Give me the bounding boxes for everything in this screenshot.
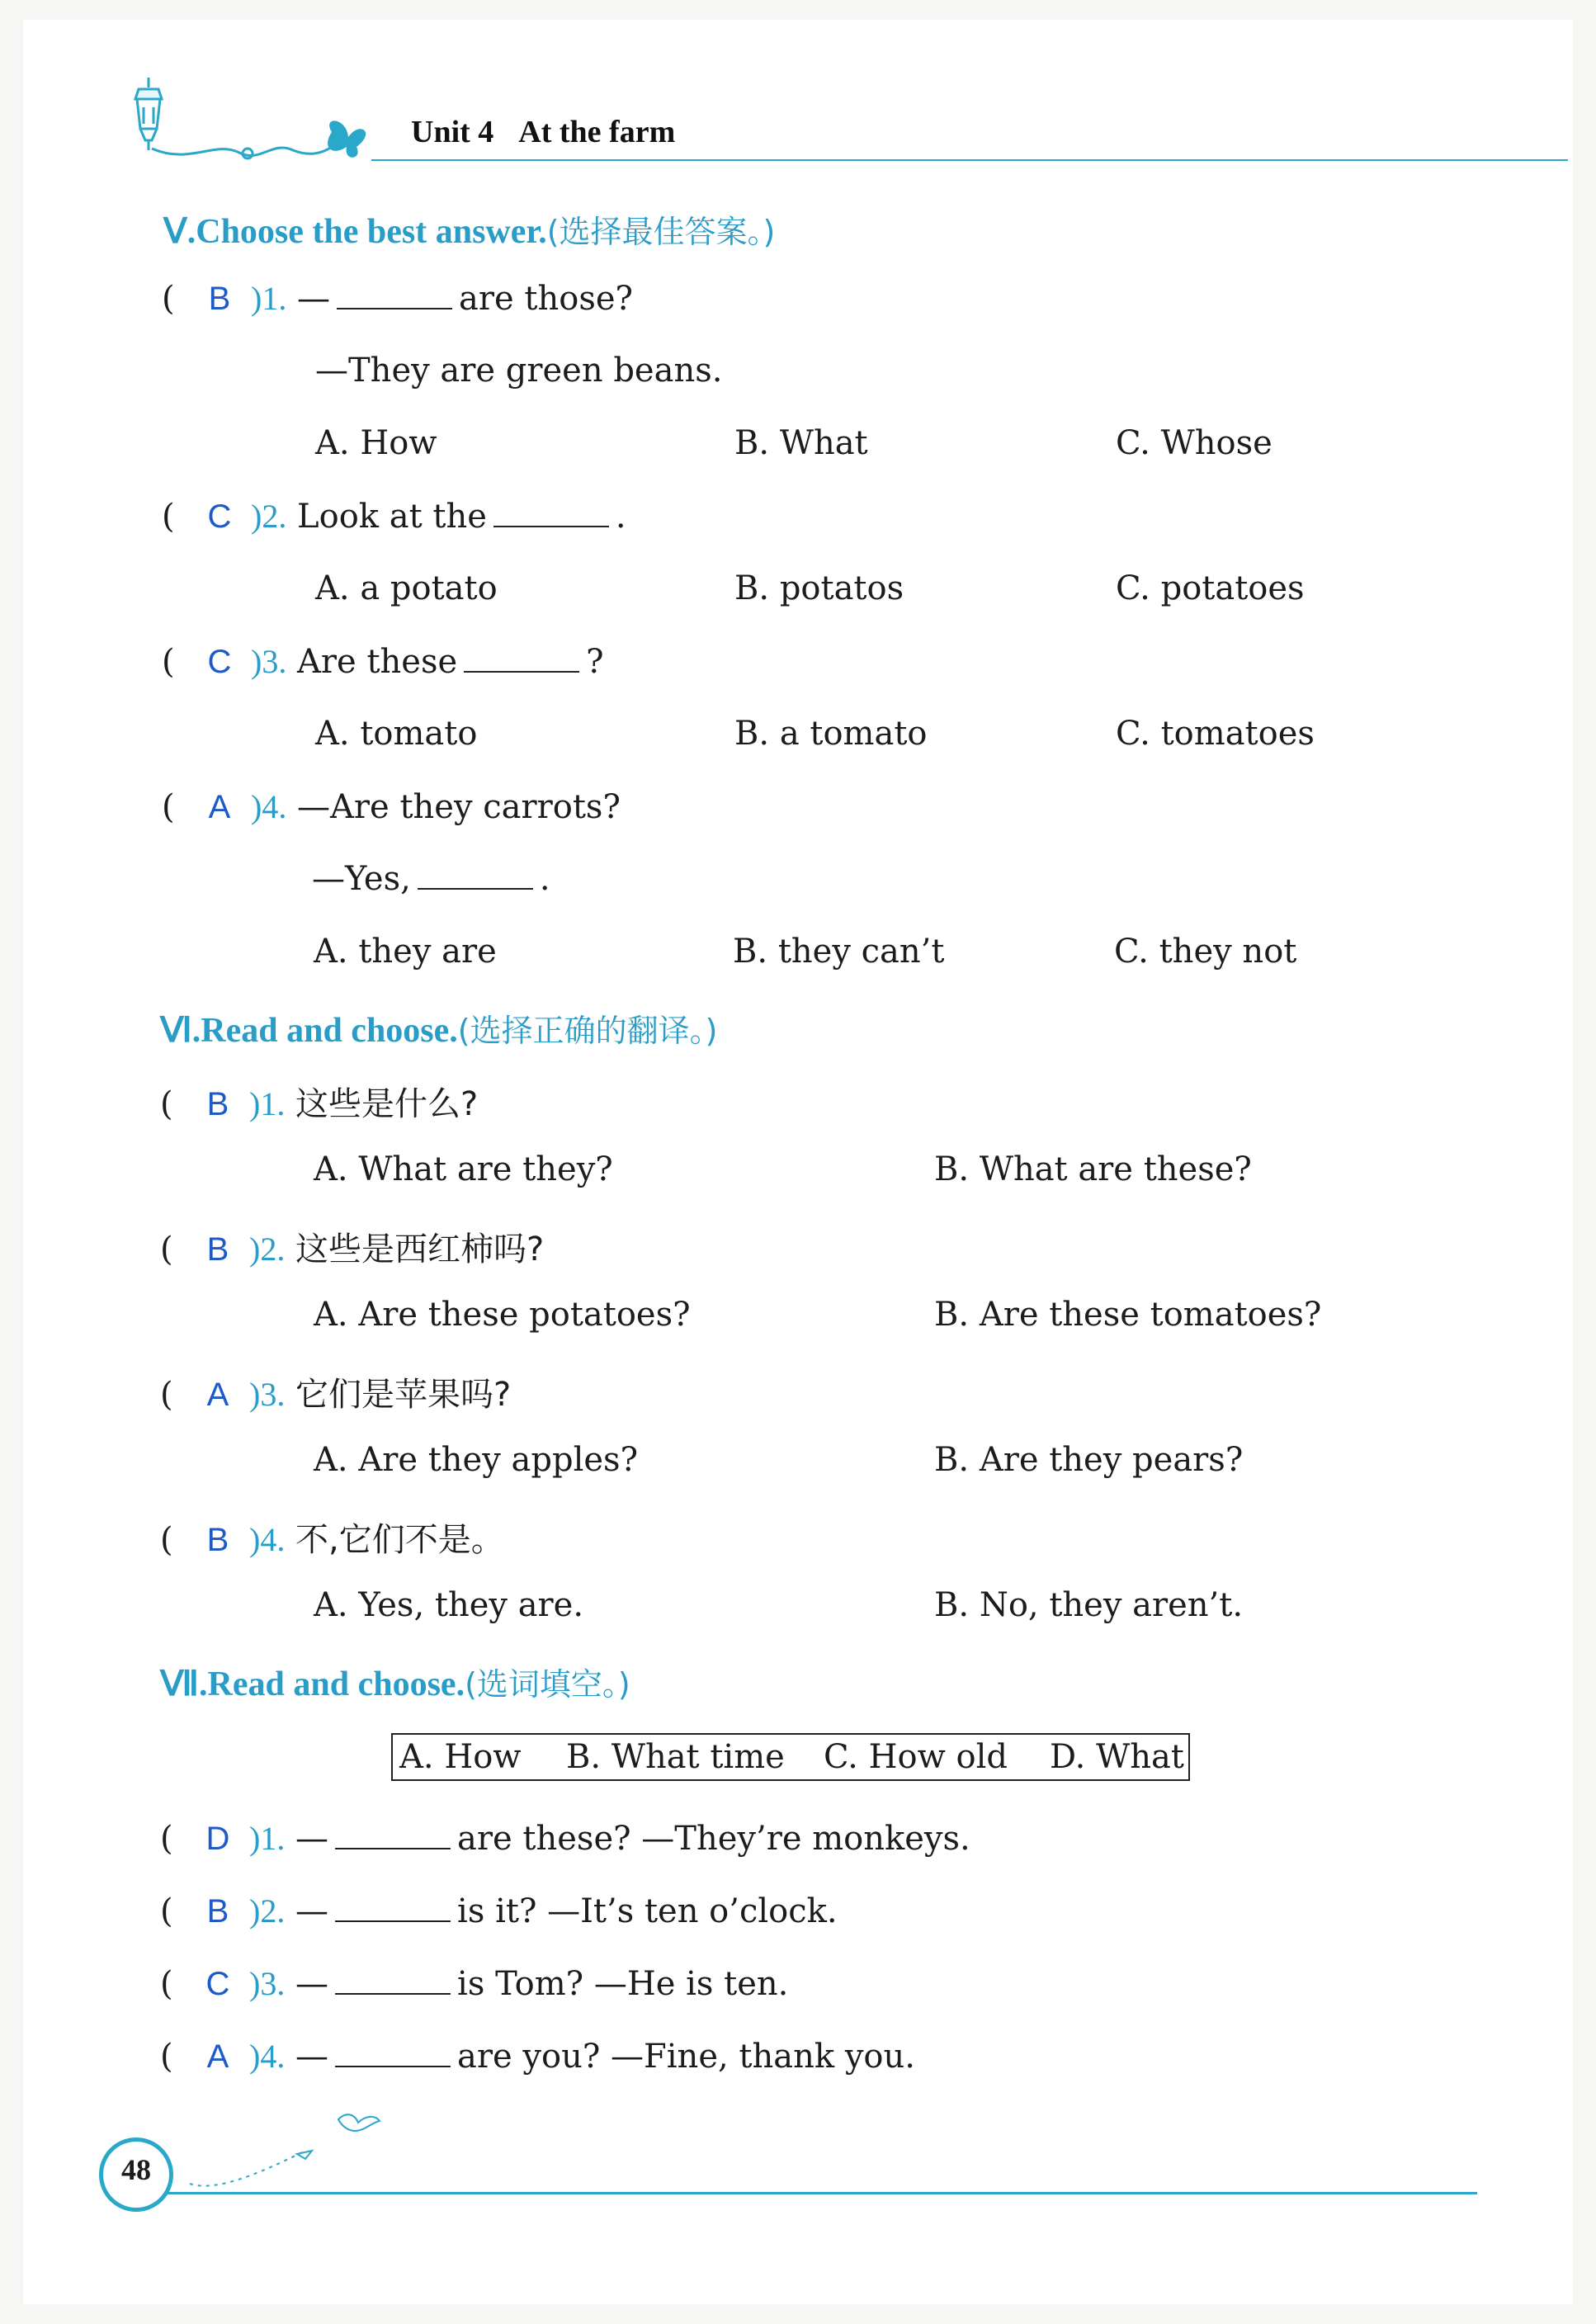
answer-letter: C <box>205 1966 230 2002</box>
lantern-vine-decoration-icon <box>116 74 388 165</box>
answer-letter: B <box>206 1086 229 1122</box>
s6-question-3: ( A )3. 它们是苹果吗? <box>160 1376 512 1414</box>
answer-blank <box>464 646 579 673</box>
section-6-title: Read and choose. <box>201 1012 458 1050</box>
answer-blank <box>493 501 609 527</box>
answer-letter: B <box>206 1231 229 1268</box>
option: C. tomatoes <box>1116 715 1315 753</box>
answer-blank <box>335 2041 451 2067</box>
section-6-numeral: Ⅵ. <box>160 1012 201 1050</box>
answer-letter: B <box>206 1522 229 1558</box>
unit-title: Unit 4 At the farm <box>411 115 676 149</box>
answer-blank <box>335 1968 451 1995</box>
s7-question-2: ( B )2. — is it? —It’s ten o’clock. <box>160 1892 838 1930</box>
section-7-numeral: Ⅶ. <box>160 1665 208 1703</box>
section-5-numeral: Ⅴ. <box>163 213 196 251</box>
word-bank-option: B. What time <box>566 1738 785 1776</box>
section-7-title: Read and choose. <box>207 1665 465 1703</box>
answer-letter: B <box>208 281 231 317</box>
section-6-cn: (选择正确的翻译。) <box>457 1013 718 1049</box>
answer-letter: C <box>207 498 232 535</box>
option: A. How <box>315 424 437 462</box>
s5-question-4-reply: —Yes, . <box>312 860 550 898</box>
footer-rule <box>124 2192 1477 2194</box>
option: B. they can’t <box>733 933 945 971</box>
option: A. Yes, they are. <box>314 1586 584 1624</box>
word-bank-option: A. How <box>399 1738 522 1776</box>
answer-letter: B <box>206 1893 229 1930</box>
header-rule <box>371 159 1568 161</box>
answer-blank <box>418 863 533 890</box>
option: B. No, they aren’t. <box>934 1586 1244 1624</box>
option: C. Whose <box>1116 424 1273 462</box>
word-bank-box <box>391 1733 1190 1781</box>
option: A. Are they apples? <box>314 1441 639 1479</box>
section-7-heading <box>160 1659 630 1704</box>
s5-question-1: ( B )1. — are those? <box>162 280 633 318</box>
s7-question-4: ( A )4. — are you? —Fine, thank you. <box>160 2038 915 2076</box>
section-5-cn: (选择最佳答案。) <box>546 214 776 250</box>
answer-letter: A <box>206 1377 229 1413</box>
option: C. they not <box>1114 933 1297 971</box>
s6-question-2: ( B )2. 这些是西红柿吗? <box>160 1230 545 1268</box>
s5-question-4: ( A )4. —Are they carrots? <box>162 788 621 826</box>
s6-question-4: ( B )4. 不,它们不是。 <box>160 1521 504 1559</box>
s5-question-3: ( C )3. Are these ? <box>162 643 604 681</box>
workbook-page <box>23 20 1573 2304</box>
answer-letter: A <box>208 789 231 825</box>
word-bank-option: D. What <box>1050 1738 1184 1776</box>
answer-letter: A <box>206 2038 229 2075</box>
section-7-cn: (选词填空。) <box>465 1666 630 1703</box>
option: A. they are <box>314 933 497 971</box>
option: C. potatoes <box>1116 569 1305 607</box>
s5-question-2: ( C )2. Look at the . <box>162 498 626 536</box>
option: A. Are these potatoes? <box>314 1296 691 1334</box>
s5-question-1-reply: —They are green beans. <box>315 352 723 390</box>
option: B. What are these? <box>934 1150 1252 1188</box>
s7-question-3: ( C )3. — is Tom? —He is ten. <box>160 1965 789 2003</box>
bird-trail-decoration-icon <box>182 2101 388 2192</box>
page-number: 48 <box>121 2153 151 2186</box>
option: B. What <box>734 424 868 462</box>
section-6-heading <box>160 1005 717 1051</box>
answer-blank <box>335 1896 451 1922</box>
section-5-title: Choose the best answer. <box>196 213 547 251</box>
word-bank-option: C. How old <box>824 1738 1008 1776</box>
answer-blank <box>337 283 452 309</box>
option: B. Are they pears? <box>934 1441 1244 1479</box>
option: A. a potato <box>315 569 498 607</box>
answer-blank <box>335 1823 451 1849</box>
s7-question-1: ( D )1. — are these? —They’re monkeys. <box>160 1820 970 1858</box>
option: B. potatos <box>734 569 904 607</box>
option: A. What are they? <box>314 1150 613 1188</box>
answer-letter: D <box>205 1821 230 1857</box>
option: B. a tomato <box>734 715 928 753</box>
section-5-heading <box>163 206 775 252</box>
option: B. Are these tomatoes? <box>934 1296 1322 1334</box>
s6-question-1: ( B )1. 这些是什么? <box>160 1085 479 1123</box>
answer-letter: C <box>207 644 232 680</box>
option: A. tomato <box>315 715 478 753</box>
